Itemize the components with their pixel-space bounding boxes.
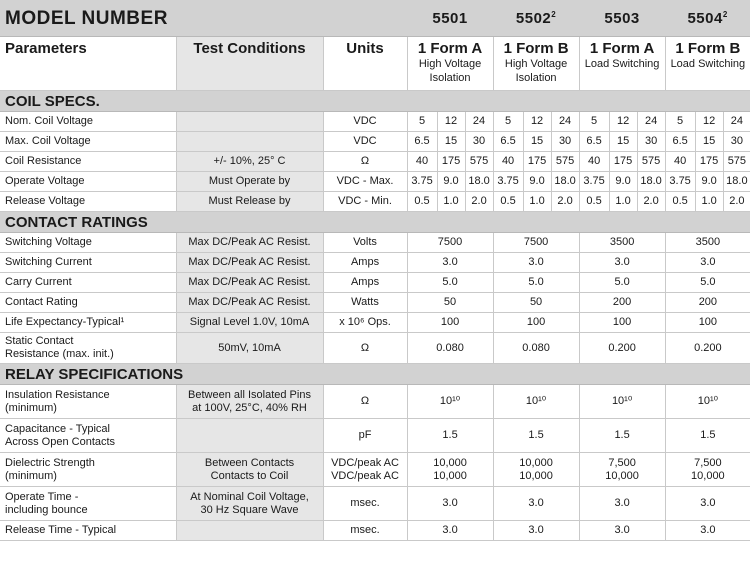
value-cell: 30 (637, 132, 665, 152)
value-cell: 3.75 (665, 172, 695, 192)
value-cell: 175 (609, 152, 637, 172)
value-cell: 6.5 (407, 132, 437, 152)
value-cell: 30 (465, 132, 493, 152)
param-label: Switching Voltage (0, 233, 176, 253)
value-cell: 3.0 (407, 487, 493, 521)
value-cell: 12 (609, 112, 637, 132)
value-cell: 1.0 (609, 192, 637, 212)
value-cell: 9.0 (437, 172, 465, 192)
value-cell: 18.0 (637, 172, 665, 192)
value-cell: 0.080 (407, 333, 493, 364)
param-label: Carry Current (0, 273, 176, 293)
value-cell: 7500 (493, 233, 579, 253)
value-cell: 15 (437, 132, 465, 152)
value-cell: 3.0 (579, 253, 665, 273)
test-condition: Signal Level 1.0V, 10mA (176, 313, 323, 333)
section-title: CONTACT RATINGS (0, 212, 750, 233)
param-label: Release Time - Typical (0, 521, 176, 541)
param-label: Insulation Resistance (minimum) (0, 385, 176, 419)
value-cell: 10¹⁰ (579, 385, 665, 419)
unit-cell: Watts (323, 293, 407, 313)
param-label: Static Contact Resistance (max. init.) (0, 333, 176, 364)
value-cell: 5 (665, 112, 695, 132)
value-cell: 12 (523, 112, 551, 132)
value-cell: 3.0 (493, 487, 579, 521)
value-cell: 7,500 10,000 (665, 453, 750, 487)
value-cell: 3.0 (407, 253, 493, 273)
test-condition: Between Contacts Contacts to Coil (176, 453, 323, 487)
value-cell: 0.5 (579, 192, 609, 212)
unit-cell: Amps (323, 253, 407, 273)
value-cell: 3.0 (407, 521, 493, 541)
value-cell: 3.75 (493, 172, 523, 192)
value-cell: 15 (523, 132, 551, 152)
value-cell: 24 (637, 112, 665, 132)
unit-cell: Ω (323, 385, 407, 419)
value-cell: 9.0 (695, 172, 723, 192)
header-col-5504: 1 Form B Load Switching (665, 37, 750, 91)
param-label: Switching Current (0, 253, 176, 273)
test-condition (176, 419, 323, 453)
value-cell: 24 (465, 112, 493, 132)
table-row (0, 521, 750, 541)
value-cell: 175 (437, 152, 465, 172)
value-cell: 6.5 (493, 132, 523, 152)
value-cell: 9.0 (523, 172, 551, 192)
value-cell: 30 (723, 132, 750, 152)
value-cell: 18.0 (465, 172, 493, 192)
model-5502: 5502$^2$ (493, 0, 579, 37)
value-cell: 2.0 (465, 192, 493, 212)
page-title: MODEL NUMBER (0, 0, 407, 37)
value-cell: 7500 (407, 233, 493, 253)
value-cell: 18.0 (723, 172, 750, 192)
test-condition: Max DC/Peak AC Resist. (176, 293, 323, 313)
value-cell: 175 (523, 152, 551, 172)
header-col-5503: 1 Form A Load Switching (579, 37, 665, 91)
value-cell: 100 (665, 313, 750, 333)
table-row (0, 253, 750, 273)
test-condition (176, 132, 323, 152)
unit-cell: VDC - Min. (323, 192, 407, 212)
value-cell: 10,000 10,000 (407, 453, 493, 487)
value-cell: 3.0 (579, 521, 665, 541)
table-row (0, 112, 750, 132)
value-cell: 0.5 (407, 192, 437, 212)
test-condition: Between all Isolated Pins at 100V, 25°C, 40% RH (176, 385, 323, 419)
unit-cell: VDC (323, 112, 407, 132)
value-cell: 1.0 (695, 192, 723, 212)
header-test-conditions: Test Conditions (176, 37, 323, 91)
value-cell: 0.200 (579, 333, 665, 364)
unit-cell: x 10⁶ Ops. (323, 313, 407, 333)
value-cell: 100 (407, 313, 493, 333)
model-5504: 5504$^2$ (665, 0, 750, 37)
unit-cell: VDC (323, 132, 407, 152)
value-cell: 15 (695, 132, 723, 152)
value-cell: 3.0 (665, 253, 750, 273)
section-coil-specs (0, 91, 750, 112)
value-cell: 3.0 (493, 521, 579, 541)
table-row (0, 487, 750, 521)
table-row (0, 333, 750, 364)
value-cell: 0.080 (493, 333, 579, 364)
value-cell: 1.5 (407, 419, 493, 453)
section-contact-ratings (0, 212, 750, 233)
param-label: Nom. Coil Voltage (0, 112, 176, 132)
value-cell: 40 (579, 152, 609, 172)
value-cell: 12 (695, 112, 723, 132)
value-cell: 1.5 (665, 419, 750, 453)
value-cell: 200 (579, 293, 665, 313)
model-5501: 5501 (407, 0, 493, 37)
value-cell: 24 (723, 112, 750, 132)
value-cell: 3.75 (579, 172, 609, 192)
value-cell: 100 (493, 313, 579, 333)
header-parameters: Parameters (0, 37, 176, 91)
coil-specs-body (0, 112, 750, 212)
value-cell: 1.5 (493, 419, 579, 453)
column-header-row (0, 37, 750, 91)
value-cell: 40 (493, 152, 523, 172)
value-cell: 6.5 (665, 132, 695, 152)
table-row (0, 152, 750, 172)
unit-cell: VDC - Max. (323, 172, 407, 192)
value-cell: 200 (665, 293, 750, 313)
value-cell: 40 (665, 152, 695, 172)
value-cell: 10,000 10,000 (493, 453, 579, 487)
value-cell: 575 (637, 152, 665, 172)
unit-cell: VDC/peak AC VDC/peak AC (323, 453, 407, 487)
param-label: Operate Voltage (0, 172, 176, 192)
value-cell: 40 (407, 152, 437, 172)
param-label: Operate Time - including bounce (0, 487, 176, 521)
header-col-5502: 1 Form B High Voltage Isolation (493, 37, 579, 91)
value-cell: 3.75 (407, 172, 437, 192)
value-cell: 7,500 10,000 (579, 453, 665, 487)
test-condition: Max DC/Peak AC Resist. (176, 253, 323, 273)
value-cell: 5 (579, 112, 609, 132)
test-condition: Must Operate by (176, 172, 323, 192)
contact-ratings-body (0, 233, 750, 364)
value-cell: 10¹⁰ (407, 385, 493, 419)
table-row (0, 192, 750, 212)
section-title: RELAY SPECIFICATIONS (0, 364, 750, 385)
test-condition: 50mV, 10mA (176, 333, 323, 364)
value-cell: 18.0 (551, 172, 579, 192)
value-cell: 5.0 (407, 273, 493, 293)
test-condition: Must Release by (176, 192, 323, 212)
value-cell: 3.0 (665, 487, 750, 521)
section-title: COIL SPECS. (0, 91, 750, 112)
table-row (0, 419, 750, 453)
value-cell: 3.0 (579, 487, 665, 521)
param-label: Life Expectancy-Typical¹ (0, 313, 176, 333)
value-cell: 1.0 (437, 192, 465, 212)
value-cell: 10¹⁰ (665, 385, 750, 419)
table-row (0, 273, 750, 293)
unit-cell: Ω (323, 333, 407, 364)
unit-cell: msec. (323, 521, 407, 541)
param-label: Dielectric Strength (minimum) (0, 453, 176, 487)
value-cell: 30 (551, 132, 579, 152)
table-row (0, 172, 750, 192)
value-cell: 6.5 (579, 132, 609, 152)
value-cell: 12 (437, 112, 465, 132)
value-cell: 5.0 (579, 273, 665, 293)
test-condition: At Nominal Coil Voltage, 30 Hz Square Wave (176, 487, 323, 521)
param-label: Max. Coil Voltage (0, 132, 176, 152)
value-cell: 9.0 (609, 172, 637, 192)
value-cell: 5 (493, 112, 523, 132)
value-cell: 575 (551, 152, 579, 172)
section-relay-specifications (0, 364, 750, 385)
table-row (0, 293, 750, 313)
table-row (0, 385, 750, 419)
value-cell: 3.0 (493, 253, 579, 273)
unit-cell: msec. (323, 487, 407, 521)
value-cell: 2.0 (551, 192, 579, 212)
value-cell: 3500 (665, 233, 750, 253)
value-cell: 575 (723, 152, 750, 172)
value-cell: 24 (551, 112, 579, 132)
value-cell: 0.5 (493, 192, 523, 212)
value-cell: 50 (407, 293, 493, 313)
value-cell: 2.0 (637, 192, 665, 212)
value-cell: 575 (465, 152, 493, 172)
value-cell: 3500 (579, 233, 665, 253)
value-cell: 3.0 (665, 521, 750, 541)
value-cell: 5 (407, 112, 437, 132)
model-number-row (0, 0, 750, 37)
value-cell: 15 (609, 132, 637, 152)
header-units: Units (323, 37, 407, 91)
value-cell: 10¹⁰ (493, 385, 579, 419)
test-condition (176, 521, 323, 541)
unit-cell: pF (323, 419, 407, 453)
test-condition: +/- 10%, 25° C (176, 152, 323, 172)
value-cell: 2.0 (723, 192, 750, 212)
unit-cell: Ω (323, 152, 407, 172)
param-label: Capacitance - Typical Across Open Contacts (0, 419, 176, 453)
value-cell: 1.5 (579, 419, 665, 453)
param-label: Contact Rating (0, 293, 176, 313)
value-cell: 50 (493, 293, 579, 313)
param-label: Release Voltage (0, 192, 176, 212)
value-cell: 100 (579, 313, 665, 333)
test-condition (176, 112, 323, 132)
table-row (0, 132, 750, 152)
unit-cell: Amps (323, 273, 407, 293)
value-cell: 0.5 (665, 192, 695, 212)
model-5503: 5503 (579, 0, 665, 37)
table-row (0, 453, 750, 487)
header-col-5501: 1 Form A High Voltage Isolation (407, 37, 493, 91)
param-label: Coil Resistance (0, 152, 176, 172)
value-cell: 1.0 (523, 192, 551, 212)
value-cell: 0.200 (665, 333, 750, 364)
test-condition: Max DC/Peak AC Resist. (176, 273, 323, 293)
test-condition: Max DC/Peak AC Resist. (176, 233, 323, 253)
table-row (0, 313, 750, 333)
value-cell: 5.0 (493, 273, 579, 293)
value-cell: 175 (695, 152, 723, 172)
value-cell: 5.0 (665, 273, 750, 293)
table-row (0, 233, 750, 253)
unit-cell: Volts (323, 233, 407, 253)
